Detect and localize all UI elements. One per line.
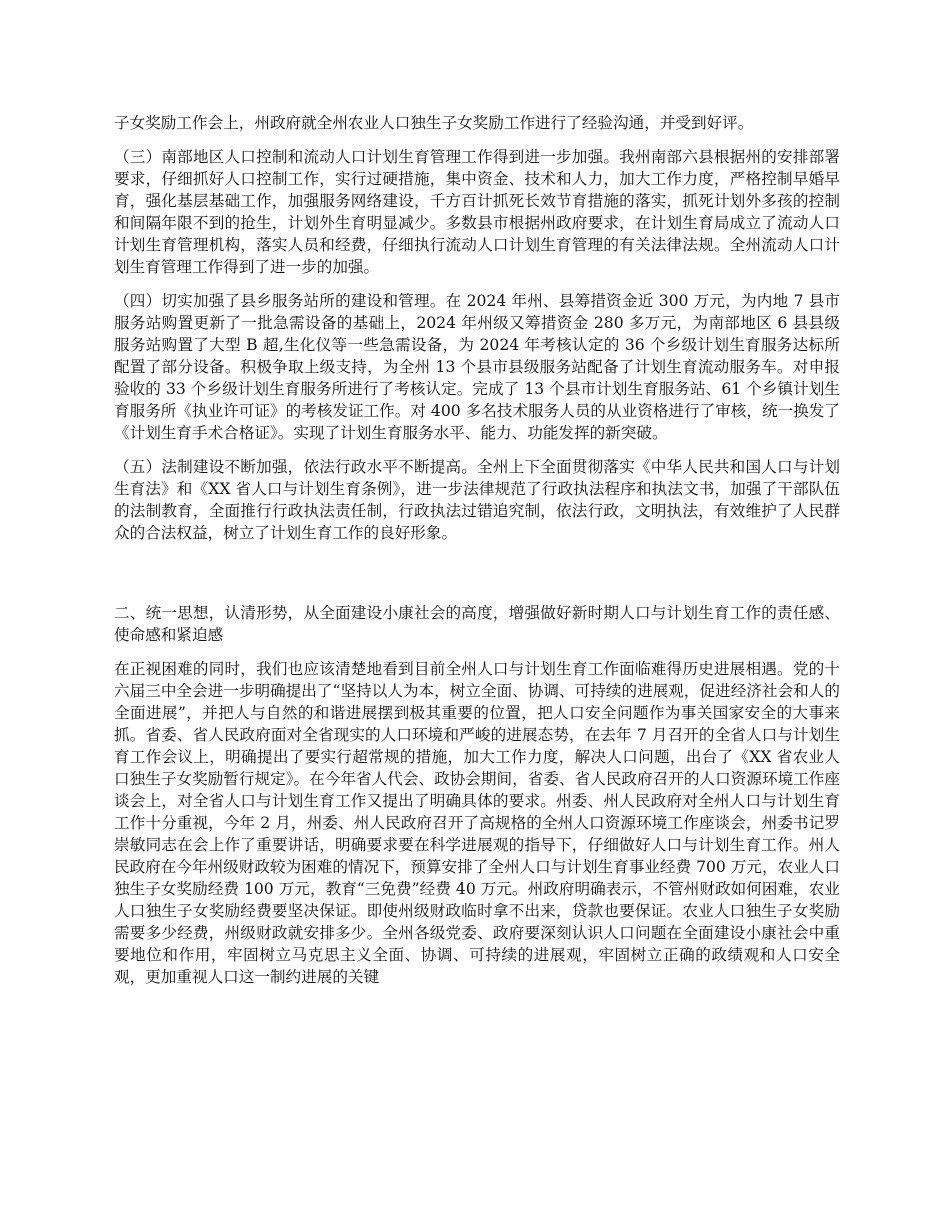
paragraph-section-4: （四）切实加强了县乡服务站所的建设和管理。在 2024 年州、县筹措资金近 300 万元，为内地 7 县市服务站购置更新了一批急需设备的基础上，2024 年州级又筹措资金 280 多万元，为南部地区 6 县县级服务站购置了大型 B 超,生化仪等一些急需设备，为 2024 年考核认定的 36 个乡级计划生育服务达标所配置了部分设备。积极争取上级支持，为全州 13 个县市县级服务站配备了计划生育流动服务车。对申报验收的 33 个乡级计划生育服务所进行了考核认定。完成了 13 个县市计划生育服务站、61 个乡镇计划生育服务所《执业许可证》的考核发证工作。对 400 多名技术服务人员的从业资格进行了审核，统一换发了《计划生育手术合格证》。实现了计划生育服务水平、能力、功能发挥的新突破。: [114, 292, 840, 442]
paragraph-intro-continuation: 子女奖励工作会上，州政府就全州农业人口独生子女奖励工作进行了经验沟通，并受到好评。: [114, 114, 754, 132]
paragraph-section-3: （三）南部地区人口控制和流动人口计划生育管理工作得到进一步加强。我州南部六县根据州的安排部署要求，仔细抓好人口控制工作，实行过硬措施，集中资金、技术和人力，加大工作力度，严格控制早婚早育，强化基层基础工作，加强服务网络建设，千方百计抓死长效节育措施的落实，抓死计划外多孩的控制和间隔年限不到的抢生，计划外生育明显减少。多数县市根据州政府要求，在计划生育局成立了流动人口计划生育管理机构，落实人员和经费，仔细执行流动人口计划生育管理的有关法律法规。全州流动人口计划生育管理工作得到了进一步的加强。: [114, 148, 840, 276]
section-spacer: [114, 556, 840, 602]
section-heading-2: 二、统一思想，认清形势，从全面建设小康社会的高度，增强做好新时期人口与计划生育工作的责任感、使命感和紧迫感: [114, 604, 840, 644]
document-body: [114, 112, 840, 1000]
paragraph-section-5: （五）法制建设不断加强，依法行政水平不断提高。全州上下全面贯彻落实《中华人民共和国人口与计划生育法》和《XX 省人口与计划生育条例》，进一步法律规范了行政执法程序和执法文书，加强了干部队伍的法制教育，全面推行行政执法责任制，行政执法过错追究制，依法行政，文明执法，有效维护了人民群众的合法权益，树立了计划生育工作的良好形象。: [114, 458, 840, 542]
paragraph-section-2-body: 在正视困难的同时，我们也应该清楚地看到目前全州人口与计划生育工作面临难得历史进展相遇。党的十六届三中全会进一步明确提出了“坚持以人为本，树立全面、协调、可持续的进展观，促进经济社会和人的全面进展”，并把人与自然的和谐进展摆到极其重要的位置，把人口安全问题作为事关国家安全的大事来抓。省委、省人民政府面对全省现实的人口环境和严峻的进展态势，在去年 7 月召开的全省人口与计划生育工作会议上，明确提出了要实行超常规的措施，加大工作力度，解决人口问题，出台了《XX 省农业人口独生子女奖励暂行规定》。在今年省人代会、政协会期间，省委、省人民政府召开的人口资源环境工作座谈会上，对全省人口与计划生育工作又提出了明确具体的要求。州委、州人民政府对全州人口与计划生育工作十分重视，今年 2 月，州委、州人民政府召开了高规格的全州人口资源环境工作座谈会，州委书记罗崇敏同志在会上作了重要讲话，明确要求要在科学进展观的指导下，仔细做好人口与计划生育工作。州人民政府在今年州级财政较为困难的情况下，预算安排了全州人口与计划生育事业经费 700 万元，农业人口独生子女奖励经费 100 万元，教育“三免费”经费 40 万元。州政府明确表示，不管州财政如何困难，农业人口独生子女奖励经费要坚决保证。即使州级财政临时拿不出来，贷款也要保证。农业人口独生子女奖励需要多少经费，州级财政就安排多少。全州各级党委、政府要深刻认识人口问题在全面建设小康社会中重要地位和作用，牢固树立马克思主义全面、协调、可持续的进展观，牢固树立正确的政绩观和人口安全观，更加重视人口这一制约进展的关键: [114, 660, 840, 986]
